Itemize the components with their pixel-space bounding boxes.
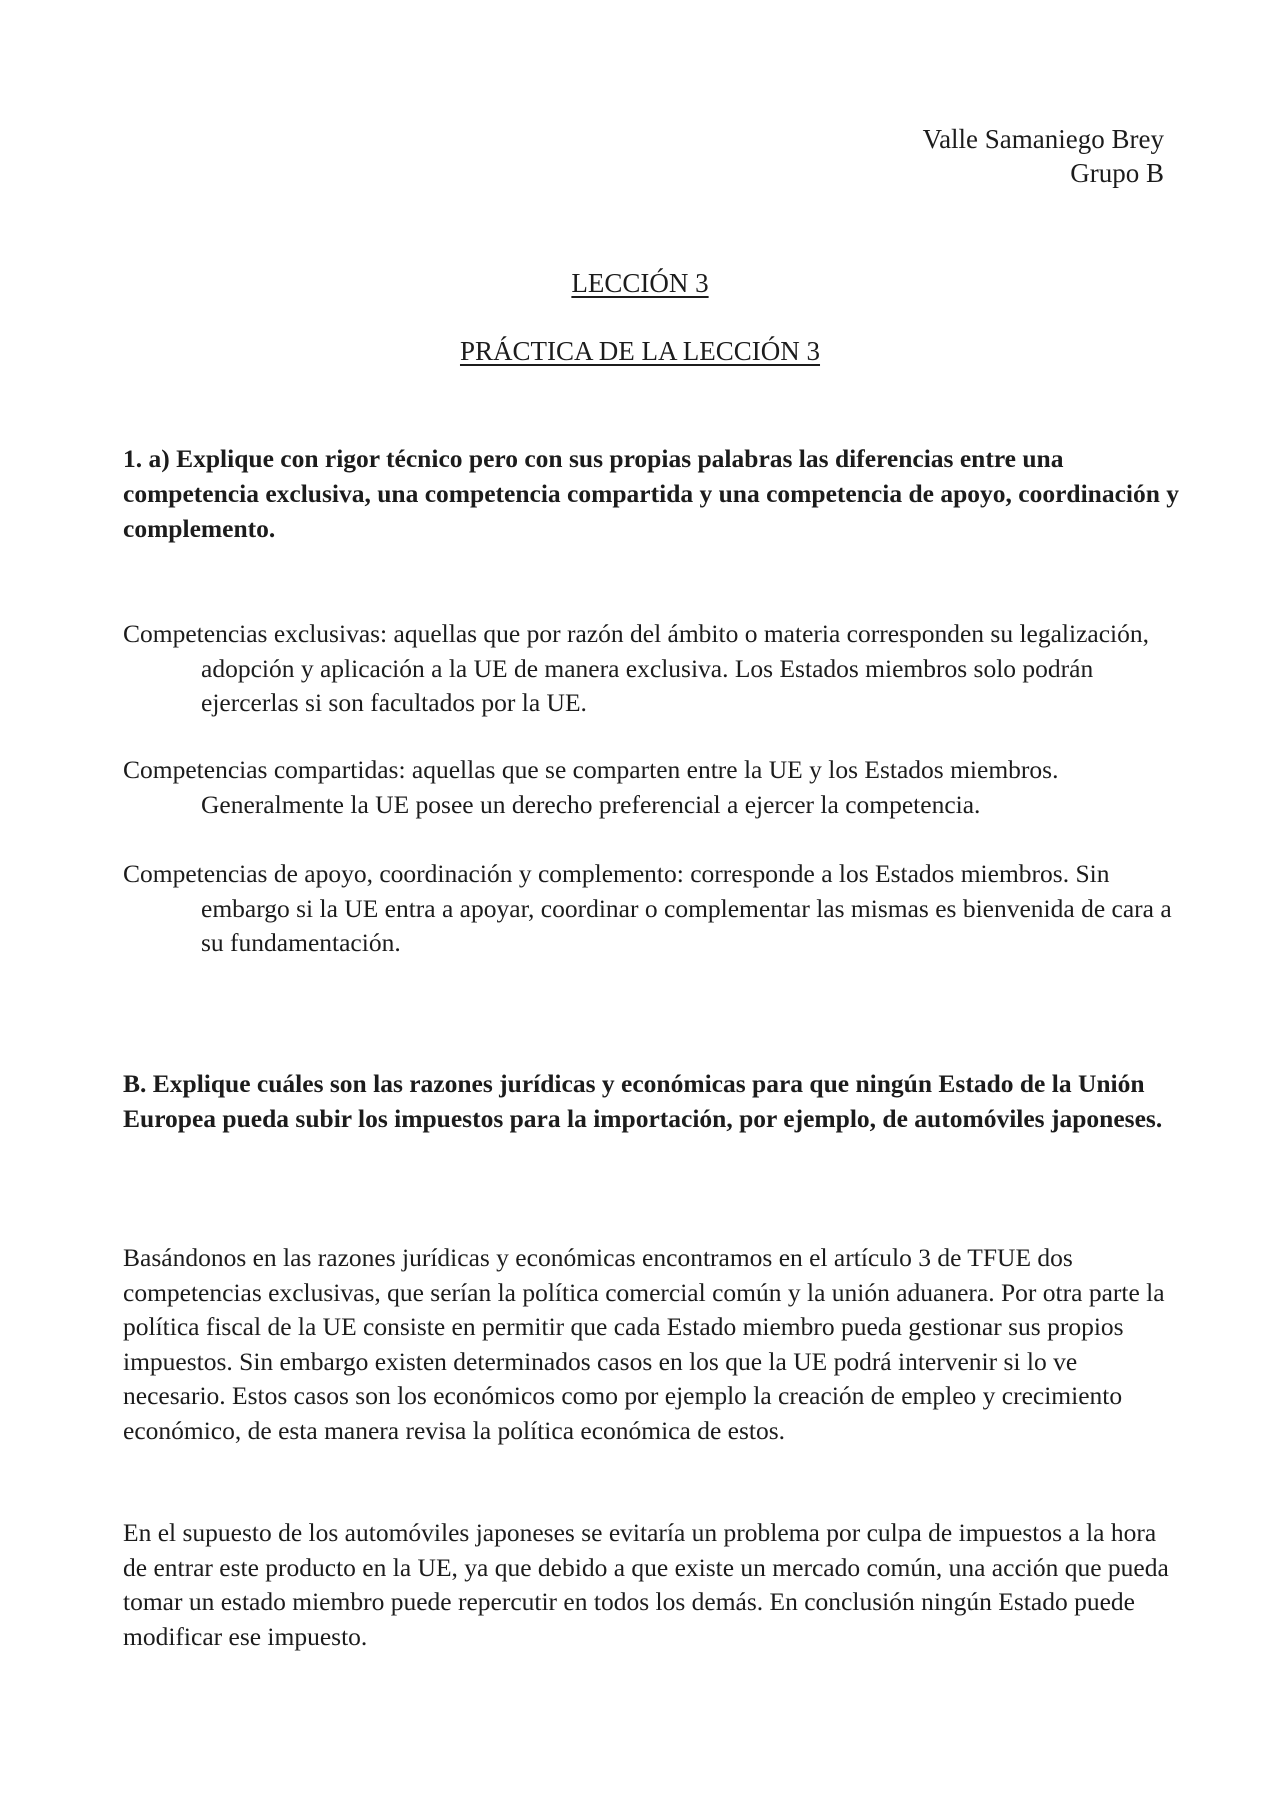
question-1: 1. a) Explique con rigor técnico pero con sus propias palabras las diferencias entre una competencia exclusiva, una competencia compartida y una competencia de apoyo, coordinación y complemento. <box>123 444 1180 543</box>
answer-exclusive-competences: Competencias exclusivas: aquellas que por razón del ámbito o materia corresponden su legalización, adopción y aplicación a la UE de manera exclusiva. Los Estados miembros solo podrán ejercerlas si son facultados por la UE. <box>123 619 1150 717</box>
question-2: B. Explique cuáles son las razones jurídicas y económicas para que ningún Estado de la Unión Europea pueda subir los impuestos para la importación, por ejemplo, de automóviles japoneses. <box>123 1069 1163 1133</box>
author-name: Valle Samaniego Brey <box>922 124 1164 154</box>
answer-support-competences: Competencias de apoyo, coordinación y complemento: corresponde a los Estados miembros. Sin embargo si la UE entra a apoyar, coordinar o complementar las mismas es bienvenida de cara a su fundamentación. <box>123 859 1172 957</box>
practice-title: PRÁCTICA DE LA LECCIÓN 3 <box>459 336 821 366</box>
answer-2-paragraph-1: Basándonos en las razones jurídicas y económicas encontramos en el artículo 3 de TFUE dos competencias exclusivas, que serían la política comercial común y la unión aduanera. Por otra parte la política fiscal de la UE consiste en permitir que cada Estado miembro pueda gestionar sus propios impuestos. Sin embargo existen determinados casos en los que la UE podrá intervenir si lo ve necesario. Estos casos son los económicos como por ejemplo la creación de empleo y crecimiento económico, de esta manera revisa la política económica de estos. <box>123 1243 1165 1445</box>
author-header <box>923 122 1164 190</box>
lesson-title: LECCIÓN 3 <box>571 268 709 298</box>
answer-shared-competences: Competencias compartidas: aquellas que se comparten entre la UE y los Estados miembros. Generalmente la UE posee un derecho preferencial a ejercer la competencia. <box>123 755 1059 819</box>
answer-2-paragraph-2: En el supuesto de los automóviles japoneses se evitaría un problema por culpa de impuestos a la hora de entrar este producto en la UE, ya que debido a que existe un mercado común, una acción que pueda tomar un estado miembro puede repercutir en todos los demás. En conclusión ningún Estado puede modificar ese impuesto. <box>123 1518 1169 1651</box>
author-group: Grupo B <box>1070 158 1164 188</box>
